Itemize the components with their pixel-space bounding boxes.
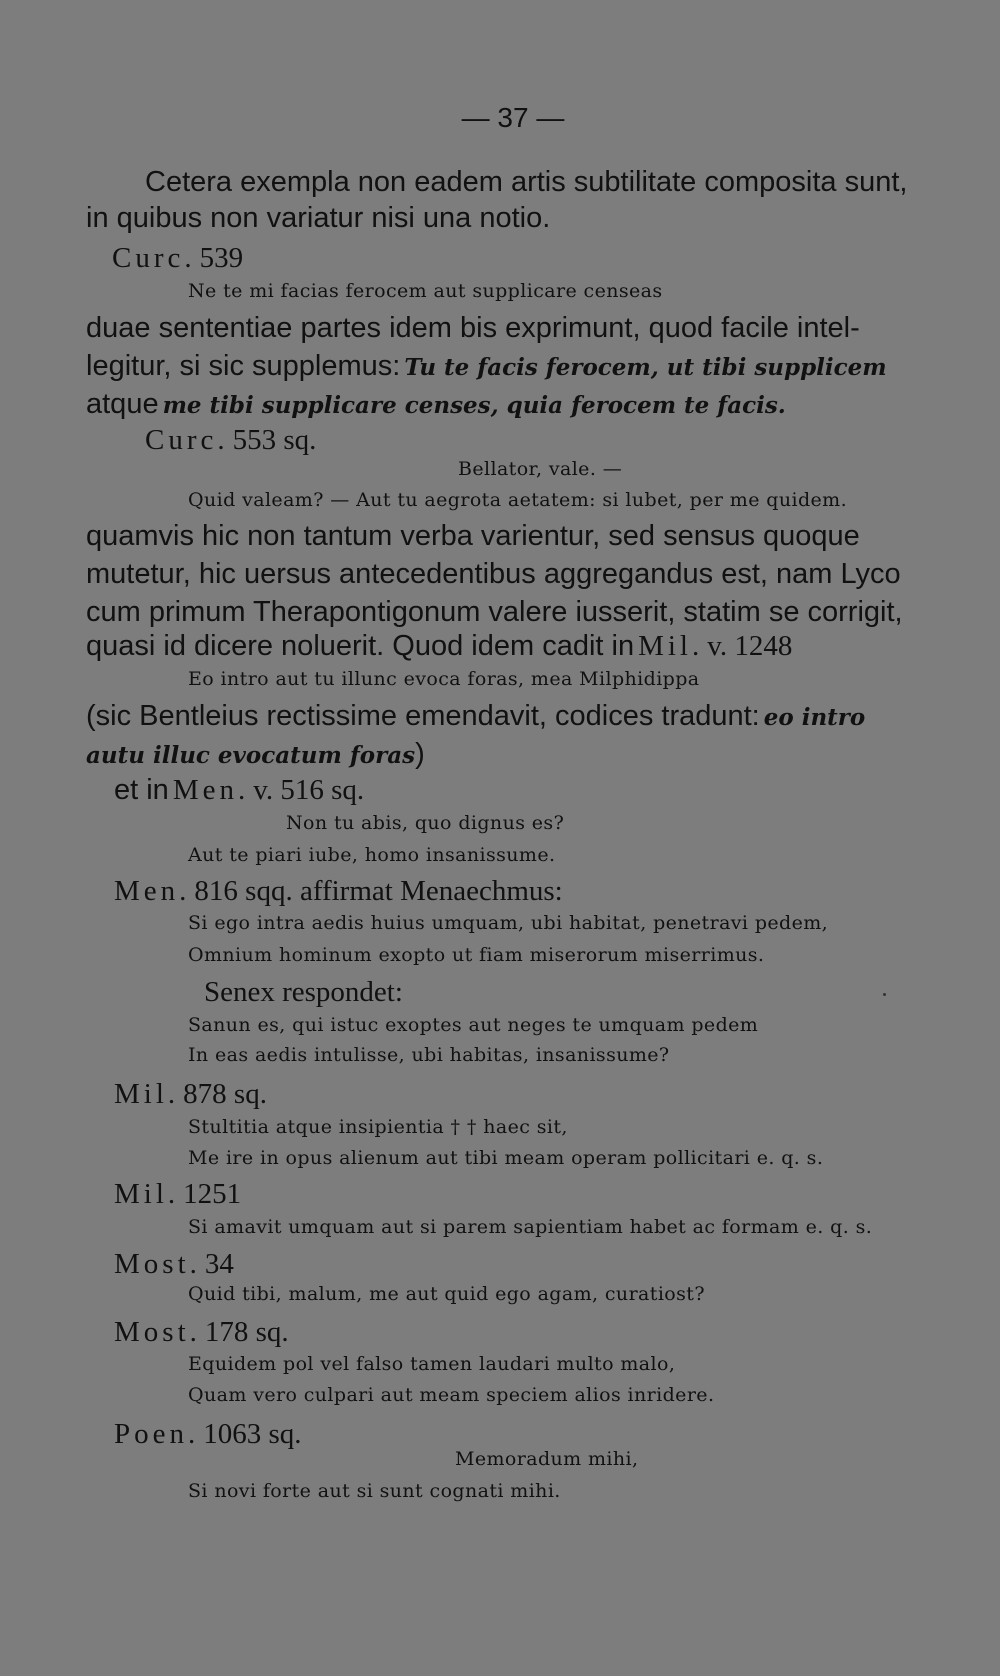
text-line (114, 776, 364, 805)
text-line (86, 390, 786, 419)
italic-text: Tu te facis ferocem, ut tibi supplicem (404, 354, 887, 381)
verse-quote: Quam vero culpari aut meam speciem alios inridere. (188, 1384, 715, 1406)
reference-poen-1063 (114, 1420, 302, 1449)
text-segment: legitur, si sic supplemus: (86, 350, 401, 382)
speck (883, 993, 886, 996)
text-line: Senex respondet: (204, 976, 403, 1008)
text-line (86, 352, 887, 381)
verse-quote: Stultitia atque insipientia † † haec sit, (188, 1116, 568, 1138)
reference-most-34 (114, 1250, 234, 1279)
verse-number: 878 sq. (183, 1078, 267, 1110)
page-number: — 37 — (461, 102, 565, 133)
reference-curc-553 (145, 426, 316, 455)
verse-quote: Quid valeam? — Aut tu aegrota aetatem: si lubet, per me quidem. (188, 489, 848, 511)
text-segment: (sic Bentleius rectissime emendavit, codices tradunt: (86, 700, 760, 732)
text-segment: quasi id dicere noluerit. Quod idem cadit in (86, 630, 635, 662)
text-line (86, 632, 792, 661)
play-abbrev: Mil. (114, 1178, 180, 1210)
play-abbrev: Curc. (112, 242, 196, 274)
italic-text: eo intro (763, 704, 866, 731)
verse-number: 1251 (183, 1178, 242, 1210)
reference-mil-1251 (114, 1180, 241, 1209)
text-line: cum primum Therapontigonum valere iusserit, statim se corrigit, (86, 596, 903, 628)
play-abbrev: Mil. (114, 1078, 180, 1110)
verse-quote: Aut te piari iube, homo insanissume. (188, 844, 556, 866)
play-abbrev: Poen. (114, 1418, 200, 1450)
text-line: mutetur, hic uersus antecedentibus aggregandus est, nam Lyco (86, 558, 901, 590)
verse-number: 1063 sq. (203, 1418, 302, 1450)
text-line: Cetera exempla non eadem artis subtilitate composita sunt, (145, 166, 908, 198)
verse-quote: Bellator, vale. — (458, 458, 623, 480)
reference-men-816 (114, 877, 563, 906)
reference-curc-539 (112, 244, 243, 273)
play-abbrev: Men. (114, 875, 191, 907)
text-line: in quibus non variatur nisi una notio. (86, 202, 551, 234)
verse-quote: Equidem pol vel falso tamen laudari multo malo, (188, 1353, 676, 1375)
play-abbrev: Curc. (145, 424, 229, 456)
text-line: duae sententiae partes idem bis exprimunt, quod facile intel- (86, 312, 860, 344)
verse-quote: Si ego intra aedis huius umquam, ubi habitat, penetravi pedem, (188, 912, 829, 934)
verse-number: 553 sq. (232, 424, 317, 456)
play-abbrev: Mil. (638, 630, 704, 662)
text-line (86, 702, 865, 731)
play-abbrev: Men. (172, 774, 250, 806)
reference-mil-878 (114, 1080, 267, 1109)
verse-number: v. 516 sq. (253, 774, 365, 806)
verse-quote: Eo intro aut tu illunc evoca foras, mea Milphidippa (188, 668, 700, 690)
verse-quote: Quid tibi, malum, me aut quid ego agam, curatiost? (188, 1283, 705, 1305)
verse-quote: Non tu abis, quo dignus es? (286, 812, 565, 834)
italic-text: autu illuc evocatum foras (86, 742, 416, 769)
verse-quote: Si amavit umquam aut si parem sapientiam habet ac formam e. q. s. (188, 1216, 873, 1238)
text-segment: ) (415, 738, 425, 770)
verse-quote: In eas aedis intulisse, ubi habitas, insanissume? (188, 1044, 670, 1066)
text-segment: atque (86, 388, 159, 420)
reference-most-178 (114, 1318, 289, 1347)
play-abbrev: Most. (114, 1248, 201, 1280)
verse-number: v. 1248 (707, 630, 793, 662)
text-segment: et in (114, 774, 169, 806)
verse-quote: Si novi forte aut si sunt cognati mihi. (188, 1480, 561, 1502)
verse-quote: Omnium hominum exopto ut fiam miserorum miserrimus. (188, 944, 765, 966)
text-line: quamvis hic non tantum verba varientur, sed sensus quoque (86, 520, 860, 552)
text-line (86, 740, 425, 769)
verse-quote: Ne te mi facias ferocem aut supplicare censeas (188, 280, 663, 302)
verse-number: 34 (204, 1248, 234, 1280)
italic-text: me tibi supplicare censes, quia ferocem te facis. (162, 392, 786, 419)
play-abbrev: Most. (114, 1316, 201, 1348)
verse-number: 816 sqq. affirmat Menaechmus: (194, 875, 563, 907)
verse-number: 539 (199, 242, 244, 274)
verse-number: 178 sq. (204, 1316, 289, 1348)
verse-quote: Me ire in opus alienum aut tibi meam operam pollicitari e. q. s. (188, 1147, 824, 1169)
verse-quote: Memoradum mihi, (455, 1448, 639, 1470)
verse-quote: Sanun es, qui istuc exoptes aut neges te umquam pedem (188, 1014, 759, 1036)
